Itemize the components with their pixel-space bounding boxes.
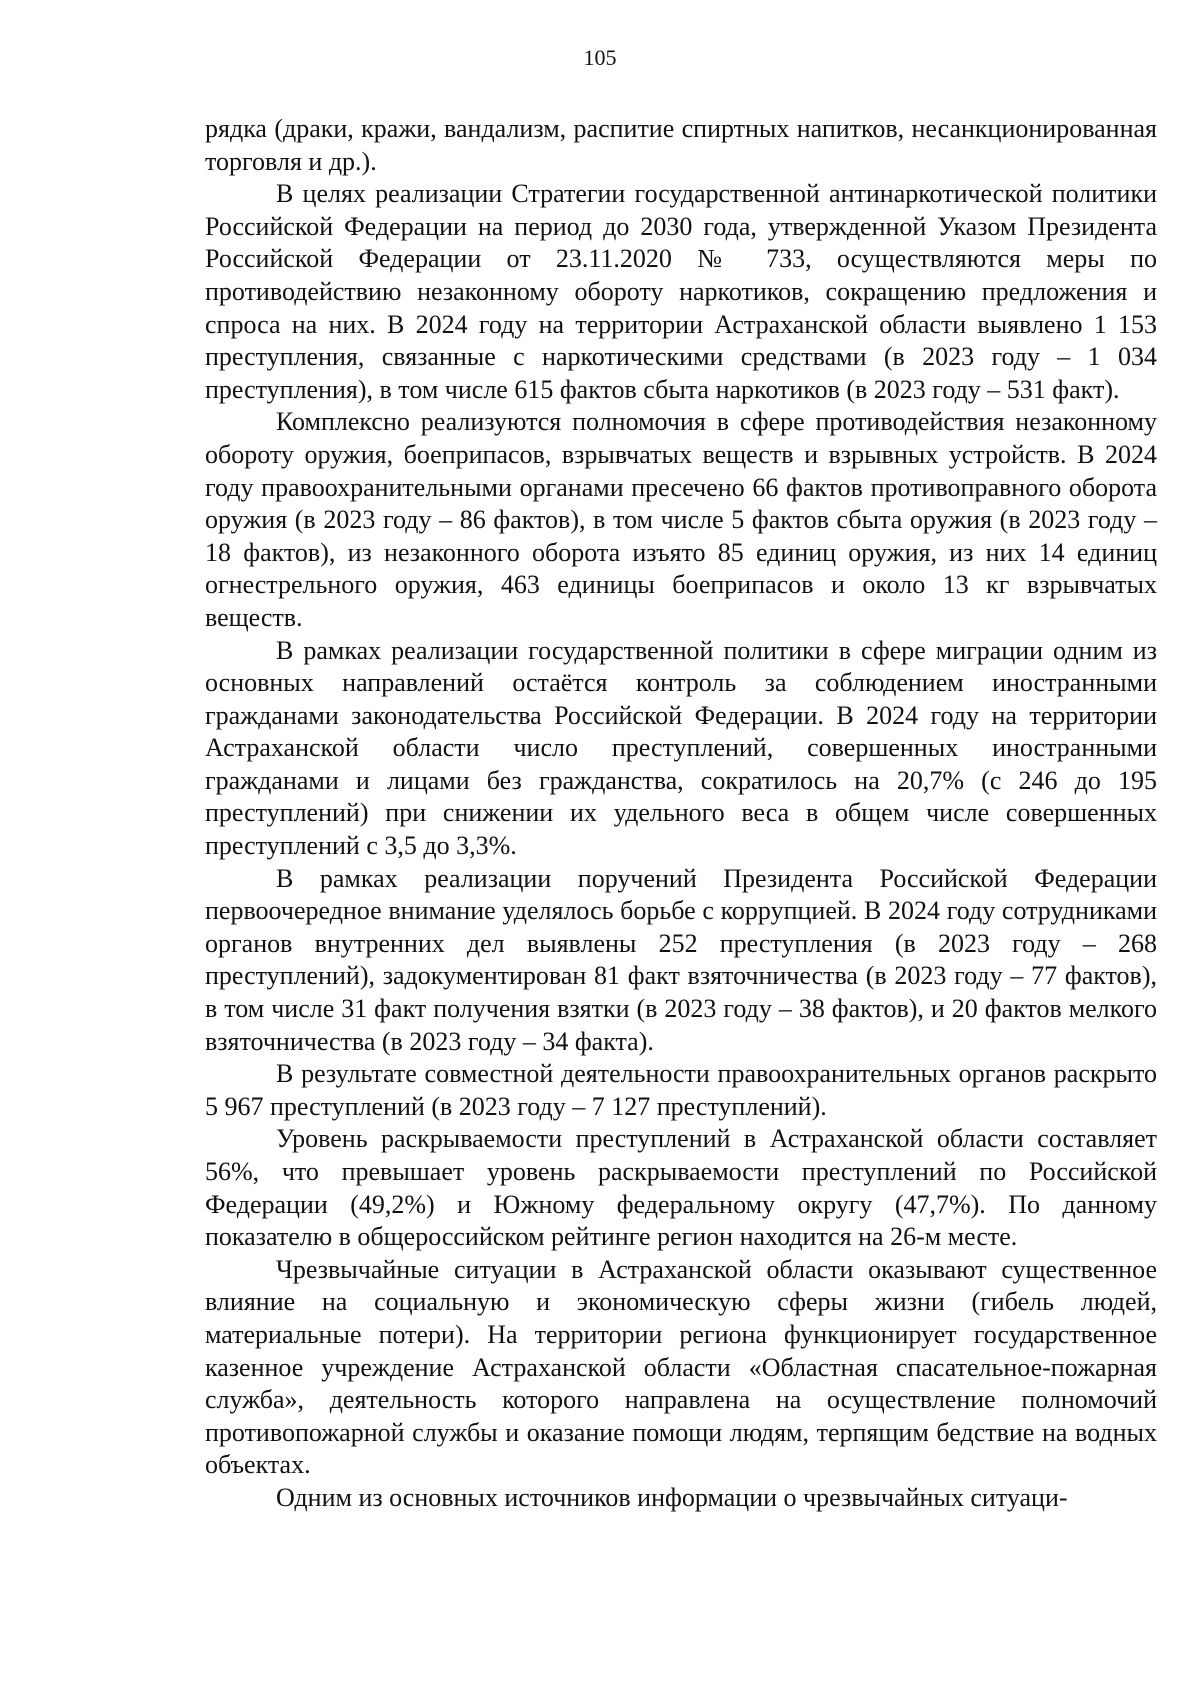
document-body [205, 113, 1157, 1515]
paragraph-clearance-rate: Уровень раскрываемости преступлений в Астраханской области составляет 56%, что превышает уровень раскрываемости преступлений по Российской Федерации (49,2%) и Южному федеральному округу (47,7%). По данному показателю в общероссийском рейтинге регион находится на 26-м месте. [205, 1124, 1157, 1252]
paragraph-continuation: рядка (драки, кражи, вандализм, распитие спиртных напитков, несанкционированная торговля и др.). [205, 114, 1157, 176]
paragraph-anticorruption: В рамках реализации поручений Президента Российской Федерации первоочередное внимание уделялось борьбе с коррупцией. В 2024 году сотрудниками органов внутренних дел выявлены 252 преступления (в 2023 году – 268 преступлений), задокументирован 81 факт взяточничества (в 2023 году – 77 фактов), в том числе 31 факт получения взятки (в 2023 году – 38 фактов), и 20 фактов мелкого взяточничества (в 2023 году – 34 факта). [205, 863, 1157, 1056]
paragraph-antidrug-policy: В целях реализации Стратегии государственной антинаркотической политики Российской Федерации на период до 2030 года, утвержденной Указом Президента Российской Федерации от 23.11.2020 № 733, осуществляются меры по противодействию незаконному обороту наркотиков, сокращению предложения и спроса на них. В 2024 году на территории Астраханской области выявлено 1 153 преступления, связанные с наркотическими средствами (в 2023 году – 1 034 преступления), в том числе 615 фактов сбыта наркотиков (в 2023 году – 531 факт). [205, 179, 1157, 404]
paragraph-emergency-situations: Чрезвычайные ситуации в Астраханской области оказывают существенное влияние на социальную и экономическую сферы жизни (гибель людей, материальные потери). На территории региона функционирует государственное казенное учреждение Астраханской области «Областная спасательное-пожарная служба», деятельность которого направлена на осуществление полномочий противопожарной службы и оказание помощи людям, терпящим бедствие на водных объектах. [205, 1254, 1157, 1480]
paragraph-migration-policy: В рамках реализации государственной политики в сфере миграции одним из основных направлений остаётся контроль за соблюдением иностранными гражданами законодательства Российской Федерации. В 2024 году на территории Астраханской области число преступлений, совершенных иностранными гражданами и лицами без гражданства, сократилось на 20,7% (с 246 до 195 преступлений) при снижении их удельного веса в общем числе совершенных преступлений с 3,5 до 3,3%. [205, 635, 1157, 861]
page-number: 105 [583, 45, 617, 70]
paragraph-weapons-trafficking: Комплексно реализуются полномочия в сфере противодействия незаконному обороту оружия, боеприпасов, взрывчатых веществ и взрывных устройств. В 2024 году правоохранительными органами пресечено 66 фактов противоправного оборота оружия (в 2023 году – 86 фактов), в том числе 5 фактов сбыта оружия (в 2023 году – 18 фактов), из незаконного оборота изъято 85 единиц оружия, из них 14 единиц огнестрельного оружия, 463 единицы боеприпасов и около 13 кг взрывчатых веществ. [205, 407, 1157, 632]
paragraph-information-sources: Одним из основных источников информации о чрезвычайных ситуаци- [276, 1482, 1068, 1512]
paragraph-crimes-solved: В результате совместной деятельности правоохранительных органов раскрыто 5 967 преступлений (в 2023 году – 7 127 преступлений). [205, 1059, 1157, 1121]
